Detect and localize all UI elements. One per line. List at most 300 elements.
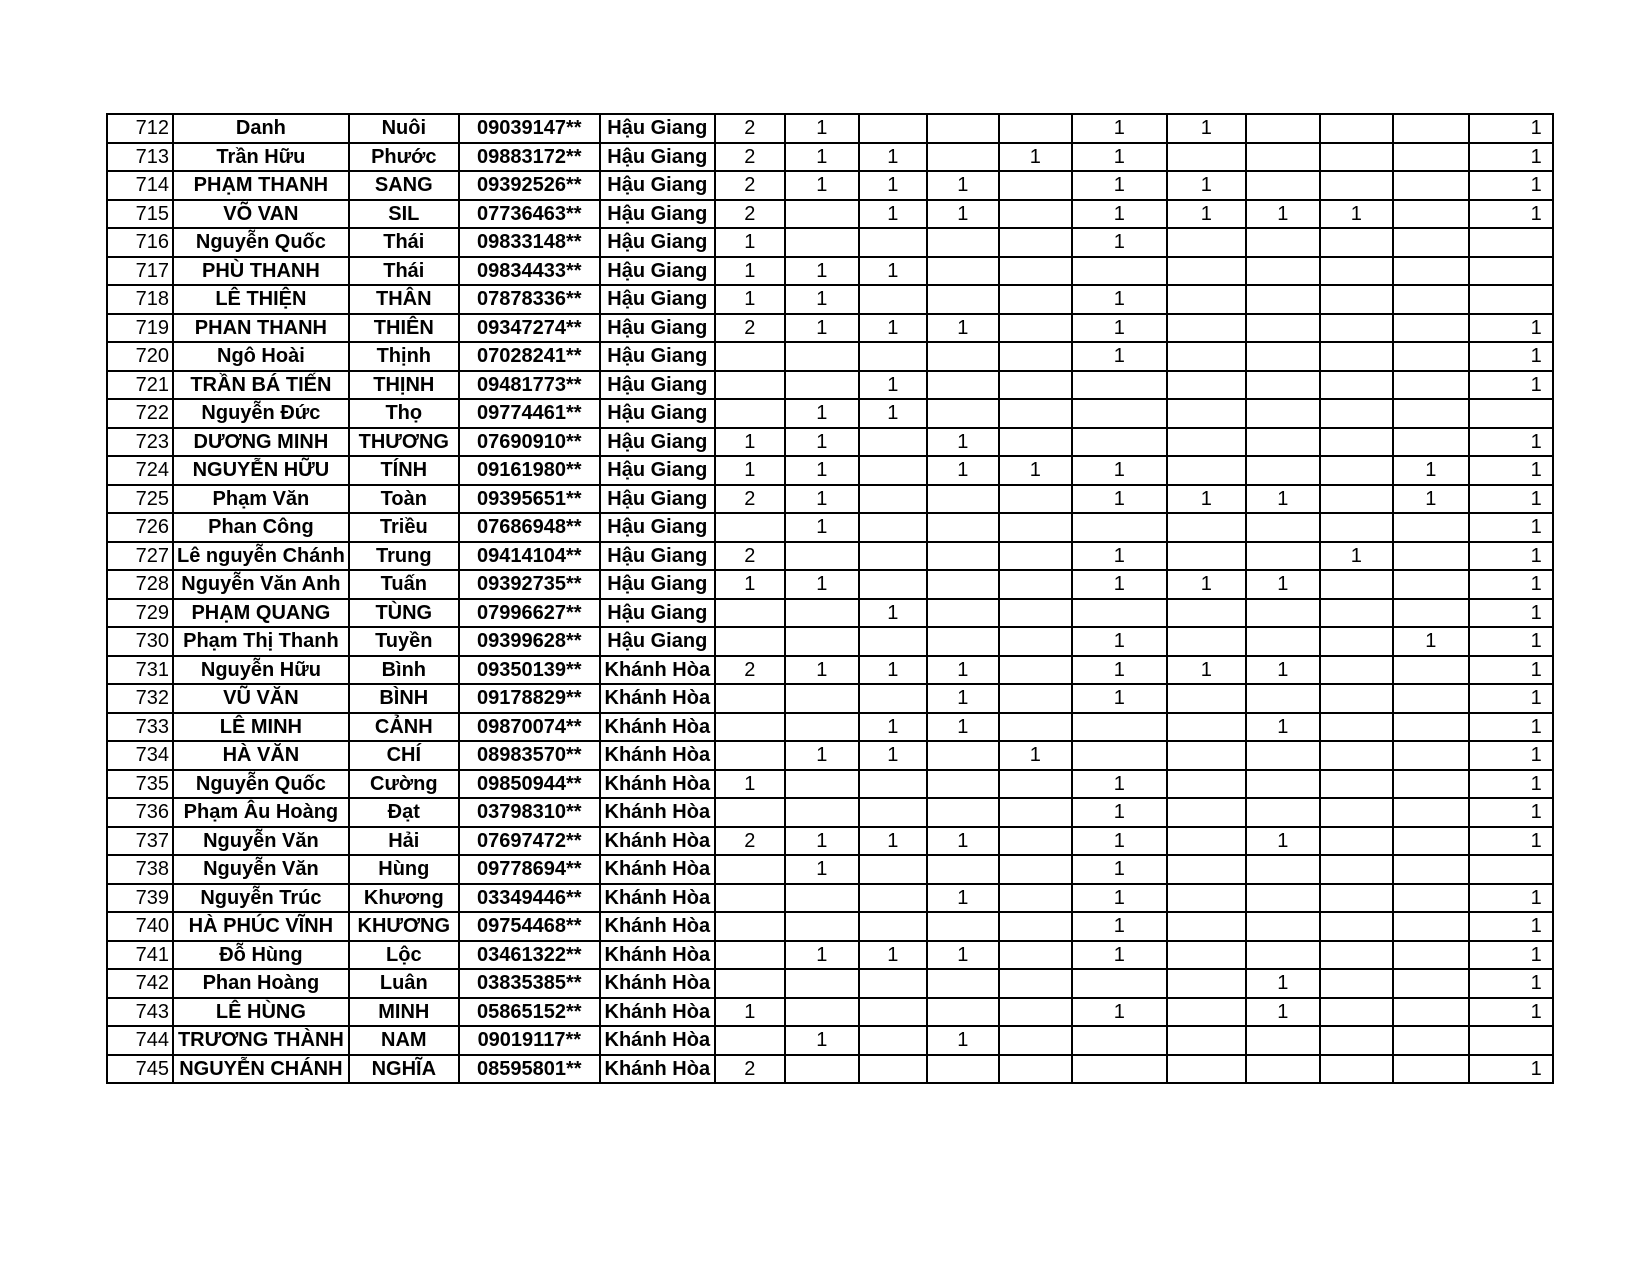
phone-cell: 09850944**	[459, 770, 600, 799]
value-cell-10	[1393, 969, 1469, 998]
value-cell-6: 1	[1072, 342, 1167, 371]
value-cell-7	[1167, 684, 1246, 713]
phone-cell: 09019117**	[459, 1026, 600, 1055]
value-cell-8: 1	[1246, 570, 1320, 599]
value-cell-4	[927, 599, 999, 628]
value-cell-2: 1	[785, 1026, 859, 1055]
row-number-cell: 731	[107, 656, 173, 685]
value-cell-7	[1167, 228, 1246, 257]
given-name-cell: Triều	[349, 513, 459, 542]
value-cell-8	[1246, 1026, 1320, 1055]
phone-cell: 09392526**	[459, 171, 600, 200]
province-cell: Hậu Giang	[600, 171, 715, 200]
given-name-cell: Tuyền	[349, 627, 459, 656]
value-cell-10	[1393, 171, 1469, 200]
value-cell-9	[1320, 485, 1393, 514]
value-cell-6	[1072, 371, 1167, 400]
phone-cell: 09778694**	[459, 855, 600, 884]
table-row	[107, 114, 1553, 143]
value-cell-9	[1320, 969, 1393, 998]
given-name-cell: TÙNG	[349, 599, 459, 628]
table-row	[107, 770, 1553, 799]
value-cell-9	[1320, 1026, 1393, 1055]
phone-cell: 03349446**	[459, 884, 600, 913]
surname-cell: PHẠM THANH	[173, 171, 349, 200]
value-cell-6: 1	[1072, 485, 1167, 514]
value-cell-8	[1246, 114, 1320, 143]
row-number-cell: 724	[107, 456, 173, 485]
value-cell-4	[927, 570, 999, 599]
phone-cell: 07996627**	[459, 599, 600, 628]
surname-cell: Đỗ Hùng	[173, 941, 349, 970]
value-cell-3: 1	[859, 599, 927, 628]
value-cell-6: 1	[1072, 200, 1167, 229]
value-cell-10	[1393, 998, 1469, 1027]
value-cell-7	[1167, 371, 1246, 400]
value-cell-2: 1	[785, 456, 859, 485]
value-cell-9: 1	[1320, 200, 1393, 229]
table-row	[107, 399, 1553, 428]
value-cell-11	[1469, 285, 1553, 314]
value-cell-3	[859, 684, 927, 713]
value-cell-9	[1320, 399, 1393, 428]
value-cell-9	[1320, 741, 1393, 770]
given-name-cell: THƯƠNG	[349, 428, 459, 457]
value-cell-10	[1393, 285, 1469, 314]
value-cell-6	[1072, 399, 1167, 428]
province-cell: Hậu Giang	[600, 257, 715, 286]
value-cell-5	[999, 570, 1072, 599]
value-cell-2: 1	[785, 171, 859, 200]
value-cell-1: 1	[715, 570, 785, 599]
phone-cell: 09481773**	[459, 371, 600, 400]
surname-cell: TRẦN BÁ TIẾN	[173, 371, 349, 400]
value-cell-2	[785, 627, 859, 656]
value-cell-1	[715, 855, 785, 884]
value-cell-3: 1	[859, 143, 927, 172]
value-cell-7: 1	[1167, 114, 1246, 143]
province-cell: Khánh Hòa	[600, 827, 715, 856]
given-name-cell: Hải	[349, 827, 459, 856]
value-cell-3	[859, 998, 927, 1027]
value-cell-9	[1320, 171, 1393, 200]
value-cell-10	[1393, 257, 1469, 286]
value-cell-7	[1167, 912, 1246, 941]
value-cell-1	[715, 1026, 785, 1055]
value-cell-5	[999, 656, 1072, 685]
value-cell-9	[1320, 998, 1393, 1027]
value-cell-11: 1	[1469, 912, 1553, 941]
value-cell-1	[715, 713, 785, 742]
value-cell-2: 1	[785, 855, 859, 884]
province-cell: Hậu Giang	[600, 599, 715, 628]
value-cell-7	[1167, 143, 1246, 172]
value-cell-4	[927, 285, 999, 314]
value-cell-3: 1	[859, 200, 927, 229]
value-cell-6: 1	[1072, 143, 1167, 172]
value-cell-8	[1246, 371, 1320, 400]
value-cell-2	[785, 912, 859, 941]
value-cell-1	[715, 599, 785, 628]
value-cell-7	[1167, 456, 1246, 485]
value-cell-4	[927, 741, 999, 770]
table-row	[107, 827, 1553, 856]
value-cell-5	[999, 257, 1072, 286]
surname-cell: Nguyễn Văn	[173, 827, 349, 856]
value-cell-11: 1	[1469, 428, 1553, 457]
value-cell-3	[859, 1026, 927, 1055]
row-number-cell: 716	[107, 228, 173, 257]
row-number-cell: 743	[107, 998, 173, 1027]
value-cell-3	[859, 770, 927, 799]
value-cell-8	[1246, 627, 1320, 656]
value-cell-4: 1	[927, 884, 999, 913]
phone-cell: 07686948**	[459, 513, 600, 542]
table-row	[107, 741, 1553, 770]
value-cell-1	[715, 912, 785, 941]
row-number-cell: 727	[107, 542, 173, 571]
value-cell-8	[1246, 599, 1320, 628]
value-cell-6: 1	[1072, 570, 1167, 599]
province-cell: Hậu Giang	[600, 542, 715, 571]
row-number-cell: 732	[107, 684, 173, 713]
given-name-cell: Thịnh	[349, 342, 459, 371]
value-cell-5	[999, 399, 1072, 428]
value-cell-4	[927, 798, 999, 827]
value-cell-10: 1	[1393, 456, 1469, 485]
province-cell: Hậu Giang	[600, 456, 715, 485]
value-cell-5	[999, 285, 1072, 314]
province-cell: Hậu Giang	[600, 513, 715, 542]
value-cell-8	[1246, 884, 1320, 913]
value-cell-4	[927, 1055, 999, 1084]
value-cell-9	[1320, 884, 1393, 913]
phone-cell: 09395651**	[459, 485, 600, 514]
value-cell-1	[715, 941, 785, 970]
value-cell-4: 1	[927, 656, 999, 685]
row-number-cell: 738	[107, 855, 173, 884]
table-row	[107, 570, 1553, 599]
phone-cell: 09774461**	[459, 399, 600, 428]
phone-cell: 03798310**	[459, 798, 600, 827]
value-cell-11: 1	[1469, 741, 1553, 770]
value-cell-5	[999, 513, 1072, 542]
province-cell: Hậu Giang	[600, 485, 715, 514]
value-cell-8	[1246, 285, 1320, 314]
value-cell-7	[1167, 428, 1246, 457]
row-number-cell: 737	[107, 827, 173, 856]
table-row	[107, 599, 1553, 628]
value-cell-2: 1	[785, 485, 859, 514]
phone-cell: 09883172**	[459, 143, 600, 172]
surname-cell: Danh	[173, 114, 349, 143]
surname-cell: PHẠM QUANG	[173, 599, 349, 628]
phone-cell: 09178829**	[459, 684, 600, 713]
phone-cell: 09161980**	[459, 456, 600, 485]
given-name-cell: Tuấn	[349, 570, 459, 599]
table-row	[107, 542, 1553, 571]
row-number-cell: 726	[107, 513, 173, 542]
value-cell-9	[1320, 912, 1393, 941]
value-cell-10	[1393, 314, 1469, 343]
value-cell-10	[1393, 770, 1469, 799]
given-name-cell: Cường	[349, 770, 459, 799]
value-cell-9	[1320, 713, 1393, 742]
value-cell-8: 1	[1246, 969, 1320, 998]
table-row	[107, 456, 1553, 485]
given-name-cell: BÌNH	[349, 684, 459, 713]
value-cell-3	[859, 1055, 927, 1084]
given-name-cell: Luân	[349, 969, 459, 998]
table-row	[107, 912, 1553, 941]
value-cell-10	[1393, 542, 1469, 571]
value-cell-7	[1167, 741, 1246, 770]
value-cell-8	[1246, 855, 1320, 884]
value-cell-4: 1	[927, 1026, 999, 1055]
value-cell-3	[859, 456, 927, 485]
value-cell-11: 1	[1469, 456, 1553, 485]
table-row	[107, 969, 1553, 998]
value-cell-2	[785, 770, 859, 799]
value-cell-8: 1	[1246, 827, 1320, 856]
value-cell-10	[1393, 827, 1469, 856]
value-cell-11	[1469, 257, 1553, 286]
value-cell-1	[715, 969, 785, 998]
row-number-cell: 745	[107, 1055, 173, 1084]
row-number-cell: 740	[107, 912, 173, 941]
province-cell: Hậu Giang	[600, 371, 715, 400]
value-cell-6: 1	[1072, 770, 1167, 799]
value-cell-11	[1469, 855, 1553, 884]
surname-cell: Phạm Văn	[173, 485, 349, 514]
value-cell-3	[859, 342, 927, 371]
row-number-cell: 725	[107, 485, 173, 514]
value-cell-10	[1393, 798, 1469, 827]
table-row	[107, 257, 1553, 286]
row-number-cell: 719	[107, 314, 173, 343]
value-cell-2	[785, 599, 859, 628]
given-name-cell: Trung	[349, 542, 459, 571]
row-number-cell: 715	[107, 200, 173, 229]
value-cell-1: 2	[715, 143, 785, 172]
value-cell-10	[1393, 342, 1469, 371]
value-cell-8	[1246, 171, 1320, 200]
value-cell-9	[1320, 371, 1393, 400]
value-cell-2	[785, 713, 859, 742]
value-cell-1	[715, 513, 785, 542]
value-cell-9	[1320, 855, 1393, 884]
province-cell: Hậu Giang	[600, 228, 715, 257]
value-cell-9	[1320, 599, 1393, 628]
value-cell-11: 1	[1469, 143, 1553, 172]
value-cell-5: 1	[999, 741, 1072, 770]
value-cell-1: 1	[715, 998, 785, 1027]
value-cell-11: 1	[1469, 941, 1553, 970]
value-cell-6: 1	[1072, 684, 1167, 713]
table-row	[107, 371, 1553, 400]
value-cell-3	[859, 570, 927, 599]
province-cell: Hậu Giang	[600, 428, 715, 457]
value-cell-1: 2	[715, 314, 785, 343]
value-cell-4	[927, 855, 999, 884]
surname-cell: Nguyễn Văn Anh	[173, 570, 349, 599]
given-name-cell: NGHĨA	[349, 1055, 459, 1084]
province-cell: Khánh Hòa	[600, 798, 715, 827]
value-cell-9: 1	[1320, 542, 1393, 571]
phone-cell: 09350139**	[459, 656, 600, 685]
given-name-cell: KHƯƠNG	[349, 912, 459, 941]
value-cell-5	[999, 684, 1072, 713]
surname-cell: HÀ PHÚC VĨNH	[173, 912, 349, 941]
value-cell-2	[785, 228, 859, 257]
value-cell-6: 1	[1072, 114, 1167, 143]
value-cell-7	[1167, 1026, 1246, 1055]
value-cell-6: 1	[1072, 542, 1167, 571]
surname-cell: Nguyễn Hữu	[173, 656, 349, 685]
value-cell-8	[1246, 941, 1320, 970]
table-row	[107, 171, 1553, 200]
value-cell-2	[785, 371, 859, 400]
province-cell: Hậu Giang	[600, 114, 715, 143]
value-cell-6: 1	[1072, 855, 1167, 884]
value-cell-11: 1	[1469, 485, 1553, 514]
value-cell-5	[999, 200, 1072, 229]
value-cell-5	[999, 114, 1072, 143]
surname-cell: Phạm Âu Hoàng	[173, 798, 349, 827]
value-cell-4	[927, 627, 999, 656]
value-cell-8	[1246, 770, 1320, 799]
row-number-cell: 721	[107, 371, 173, 400]
phone-cell: 08595801**	[459, 1055, 600, 1084]
value-cell-7: 1	[1167, 570, 1246, 599]
value-cell-6: 1	[1072, 912, 1167, 941]
phone-cell: 09833148**	[459, 228, 600, 257]
value-cell-4: 1	[927, 713, 999, 742]
value-cell-1: 2	[715, 656, 785, 685]
value-cell-5	[999, 485, 1072, 514]
value-cell-6: 1	[1072, 941, 1167, 970]
row-number-cell: 712	[107, 114, 173, 143]
surname-cell: TRƯƠNG THÀNH	[173, 1026, 349, 1055]
value-cell-3	[859, 912, 927, 941]
table-row	[107, 513, 1553, 542]
value-cell-2	[785, 200, 859, 229]
given-name-cell: NAM	[349, 1026, 459, 1055]
value-cell-6	[1072, 257, 1167, 286]
phone-cell: 09754468**	[459, 912, 600, 941]
row-number-cell: 741	[107, 941, 173, 970]
value-cell-4	[927, 342, 999, 371]
value-cell-1: 2	[715, 1055, 785, 1084]
value-cell-11: 1	[1469, 542, 1553, 571]
value-cell-11: 1	[1469, 770, 1553, 799]
value-cell-8: 1	[1246, 713, 1320, 742]
value-cell-10	[1393, 912, 1469, 941]
row-number-cell: 723	[107, 428, 173, 457]
surname-cell: Ngô Hoài	[173, 342, 349, 371]
value-cell-6: 1	[1072, 998, 1167, 1027]
value-cell-6	[1072, 428, 1167, 457]
value-cell-9	[1320, 513, 1393, 542]
value-cell-5	[999, 1026, 1072, 1055]
value-cell-3	[859, 228, 927, 257]
phone-cell: 07690910**	[459, 428, 600, 457]
value-cell-6: 1	[1072, 798, 1167, 827]
value-cell-3: 1	[859, 399, 927, 428]
value-cell-6	[1072, 599, 1167, 628]
value-cell-11: 1	[1469, 969, 1553, 998]
given-name-cell: THIÊN	[349, 314, 459, 343]
surname-cell: Lê nguyễn Chánh	[173, 542, 349, 571]
value-cell-9	[1320, 656, 1393, 685]
table-row	[107, 200, 1553, 229]
value-cell-5	[999, 371, 1072, 400]
value-cell-9	[1320, 342, 1393, 371]
value-cell-8	[1246, 456, 1320, 485]
row-number-cell: 733	[107, 713, 173, 742]
value-cell-7	[1167, 342, 1246, 371]
given-name-cell: Toàn	[349, 485, 459, 514]
value-cell-9	[1320, 570, 1393, 599]
value-cell-4: 1	[927, 200, 999, 229]
value-cell-3	[859, 627, 927, 656]
value-cell-7	[1167, 798, 1246, 827]
given-name-cell: Bình	[349, 656, 459, 685]
surname-cell: NGUYỄN CHÁNH	[173, 1055, 349, 1084]
value-cell-4	[927, 114, 999, 143]
province-cell: Khánh Hòa	[600, 941, 715, 970]
value-cell-9	[1320, 770, 1393, 799]
value-cell-7	[1167, 314, 1246, 343]
value-cell-5	[999, 941, 1072, 970]
value-cell-8: 1	[1246, 485, 1320, 514]
surname-cell: Nguyễn Trúc	[173, 884, 349, 913]
value-cell-2	[785, 998, 859, 1027]
table-row	[107, 1055, 1553, 1084]
value-cell-10	[1393, 713, 1469, 742]
given-name-cell: Thái	[349, 257, 459, 286]
value-cell-5	[999, 770, 1072, 799]
value-cell-3: 1	[859, 827, 927, 856]
row-number-cell: 718	[107, 285, 173, 314]
value-cell-2: 1	[785, 656, 859, 685]
value-cell-3	[859, 114, 927, 143]
value-cell-3: 1	[859, 314, 927, 343]
table-row	[107, 485, 1553, 514]
value-cell-8: 1	[1246, 200, 1320, 229]
value-cell-4	[927, 485, 999, 514]
value-cell-3: 1	[859, 741, 927, 770]
value-cell-6: 1	[1072, 456, 1167, 485]
value-cell-7	[1167, 542, 1246, 571]
row-number-cell: 734	[107, 741, 173, 770]
value-cell-7	[1167, 827, 1246, 856]
value-cell-5	[999, 855, 1072, 884]
given-name-cell: MINH	[349, 998, 459, 1027]
surname-cell: Nguyễn Văn	[173, 855, 349, 884]
given-name-cell: THÂN	[349, 285, 459, 314]
value-cell-4	[927, 257, 999, 286]
province-cell: Khánh Hòa	[600, 770, 715, 799]
surname-cell: Trần Hữu	[173, 143, 349, 172]
value-cell-9	[1320, 114, 1393, 143]
surname-cell: LÊ MINH	[173, 713, 349, 742]
value-cell-9	[1320, 827, 1393, 856]
value-cell-3: 1	[859, 941, 927, 970]
value-cell-2: 1	[785, 570, 859, 599]
value-cell-10	[1393, 399, 1469, 428]
value-cell-10	[1393, 114, 1469, 143]
